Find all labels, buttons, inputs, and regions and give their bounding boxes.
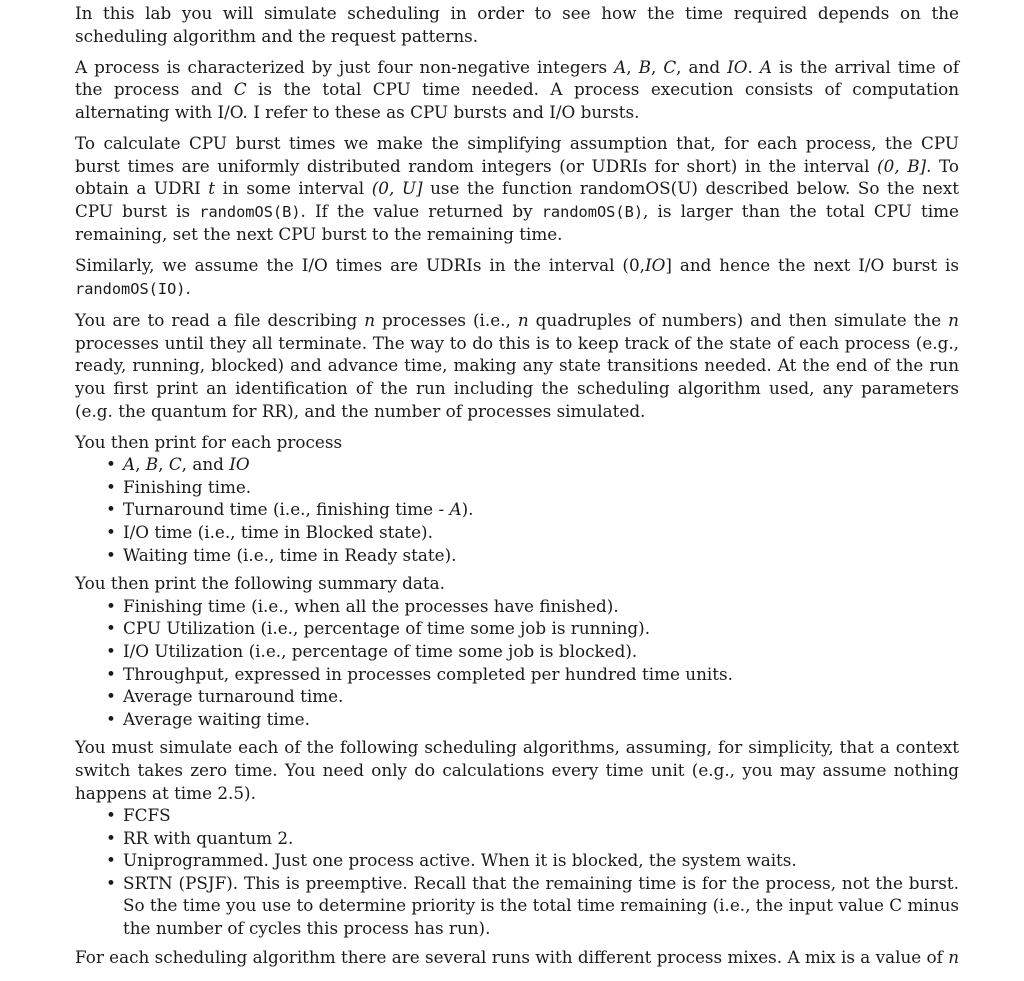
var-c: C: [233, 79, 247, 100]
text-run: . If the value returned by: [300, 200, 542, 221]
code-random-os-io: randomOS(IO): [75, 280, 186, 299]
text-run: You are to read a file describing: [75, 310, 365, 331]
code-random-os-b: randomOS(B): [199, 202, 301, 221]
list-item: • Finishing time.: [123, 476, 959, 499]
text-run: ).: [461, 499, 474, 520]
text-run: . To obtain a UDRI: [75, 155, 959, 199]
list-item: • I/O time (i.e., time in Blocked state).: [123, 521, 959, 544]
list-item: • Average turnaround time.: [123, 685, 959, 708]
list-item: • Waiting time (i.e., time in Ready state).: [123, 544, 959, 567]
list-item: • FCFS: [123, 804, 959, 827]
process-mix-paragraph: [75, 946, 959, 969]
list-item: • SRTN (PSJF). This is preemptive. Recall that the remaining time is for the process, not the burst. So the time you use to determine priority is the total time remaining (i.e., the input value C minus the number of cycles this process has run).: [123, 872, 959, 940]
var-a: A: [449, 499, 462, 520]
algorithm-list: [75, 804, 959, 940]
text-run: is the arrival time of the process and: [75, 56, 960, 100]
var-a: A: [614, 56, 627, 77]
text-run: .: [747, 56, 760, 77]
text-run: , is larger than the total CPU time remaining, set the next CPU burst to the remaining time.: [75, 200, 959, 245]
io-burst-paragraph: [75, 254, 959, 300]
var-io: IO: [229, 454, 250, 475]
lab-document: [75, 0, 959, 977]
text-run: , and: [676, 56, 728, 77]
var-io: IO: [727, 56, 748, 77]
var-b: B: [145, 454, 159, 475]
text-run: processes until they all terminate. The way to do this is to keep track of the state of each process (e.g., ready, running, blocked) and advance time, making any state transitions needed. At the end of the run you first print an identification of the run including the scheduling algorithm used, any parameters (e.g. the quantum for RR), and the number of processes simulated.: [75, 332, 959, 421]
text-run: Similarly, we assume the I/O times are UDRIs in the interval (0,: [75, 255, 645, 276]
list-item: • RR with quantum 2.: [123, 827, 959, 850]
intro-text: In this lab you will simulate scheduling in order to see how the time required depends on the scheduling algorithm and the request patterns.: [75, 3, 959, 46]
summary-list: [75, 595, 959, 731]
text-run: .: [185, 278, 191, 299]
process-definition-paragraph: [75, 56, 959, 124]
text-run: ,: [135, 454, 146, 475]
list-item: • CPU Utilization (i.e., percentage of time some job is running).: [123, 617, 959, 640]
var-c: C: [168, 454, 182, 475]
text-run: processes (i.e.,: [375, 310, 518, 331]
text-run: ,: [626, 56, 639, 77]
text-run: To calculate CPU burst times we make the simplifying assumption that, for each process, the CPU burst times are uniformly distributed random integers (or UDRIs for short) in the interval: [75, 132, 959, 176]
math-var-n: n: [517, 310, 529, 331]
text-run: quadruples of numbers) and then simulate the: [528, 310, 949, 331]
text-run: in some interval: [215, 178, 372, 199]
list-item: • Throughput, expressed in processes completed per hundred time units.: [123, 663, 959, 686]
text-run: ] and hence the next I/O burst is: [665, 255, 959, 276]
math-var-t: t: [208, 178, 216, 199]
var-a: A: [123, 454, 136, 475]
cpu-burst-paragraph: [75, 132, 959, 246]
text-run: ,: [158, 454, 169, 475]
math-interval-u: (0, U]: [371, 178, 423, 199]
math-var-n: n: [364, 310, 376, 331]
per-process-list: [75, 453, 959, 566]
list-item: • Average waiting time.: [123, 708, 959, 731]
code-random-os-b: randomOS(B): [541, 202, 644, 221]
var-b: B: [638, 56, 651, 77]
list-item: • I/O Utilization (i.e., percentage of time some job is blocked).: [123, 640, 959, 663]
intro-paragraph: [75, 2, 959, 47]
text-run: is the total CPU time needed. A process execution consists of computation alternating with I/O. I refer to these as CPU bursts and I/O bursts.: [75, 79, 959, 122]
math-var-io: IO: [644, 255, 666, 276]
list-item: • Uniprogrammed. Just one process active. When it is blocked, the system waits.: [123, 849, 959, 872]
var-a: A: [759, 56, 772, 77]
text-run: use the function randomOS(U) described below. So the next CPU burst is: [75, 178, 960, 221]
math-interval-b: (0, B]: [877, 155, 927, 176]
per-process-intro: You then print for each process: [75, 431, 343, 452]
text-run: , and: [181, 454, 230, 475]
text-run: For each scheduling algorithm there are several runs with different process mixes. A mix is a value of: [75, 946, 949, 967]
summary-intro: You then print the following summary data.: [75, 573, 446, 594]
var-c: C: [663, 56, 677, 77]
list-item: • Finishing time (i.e., when all the processes have finished).: [123, 595, 959, 618]
text-run: Turnaround time (i.e., finishing time -: [123, 499, 450, 520]
math-var-n: n: [948, 310, 959, 331]
list-item: [123, 453, 959, 476]
math-var-n: n: [948, 946, 960, 967]
simulation-paragraph: [75, 309, 959, 422]
text-run: ,: [650, 56, 664, 77]
list-item: [123, 498, 959, 521]
text-run: A process is characterized by just four non-negative integers: [75, 56, 615, 77]
algorithms-paragraph: You must simulate each of the following scheduling algorithms, assuming, for simplicity, that a context switch takes zero time. You need only do calculations every time unit (e.g., you may assume nothing happens at time 2.5).: [75, 737, 959, 803]
